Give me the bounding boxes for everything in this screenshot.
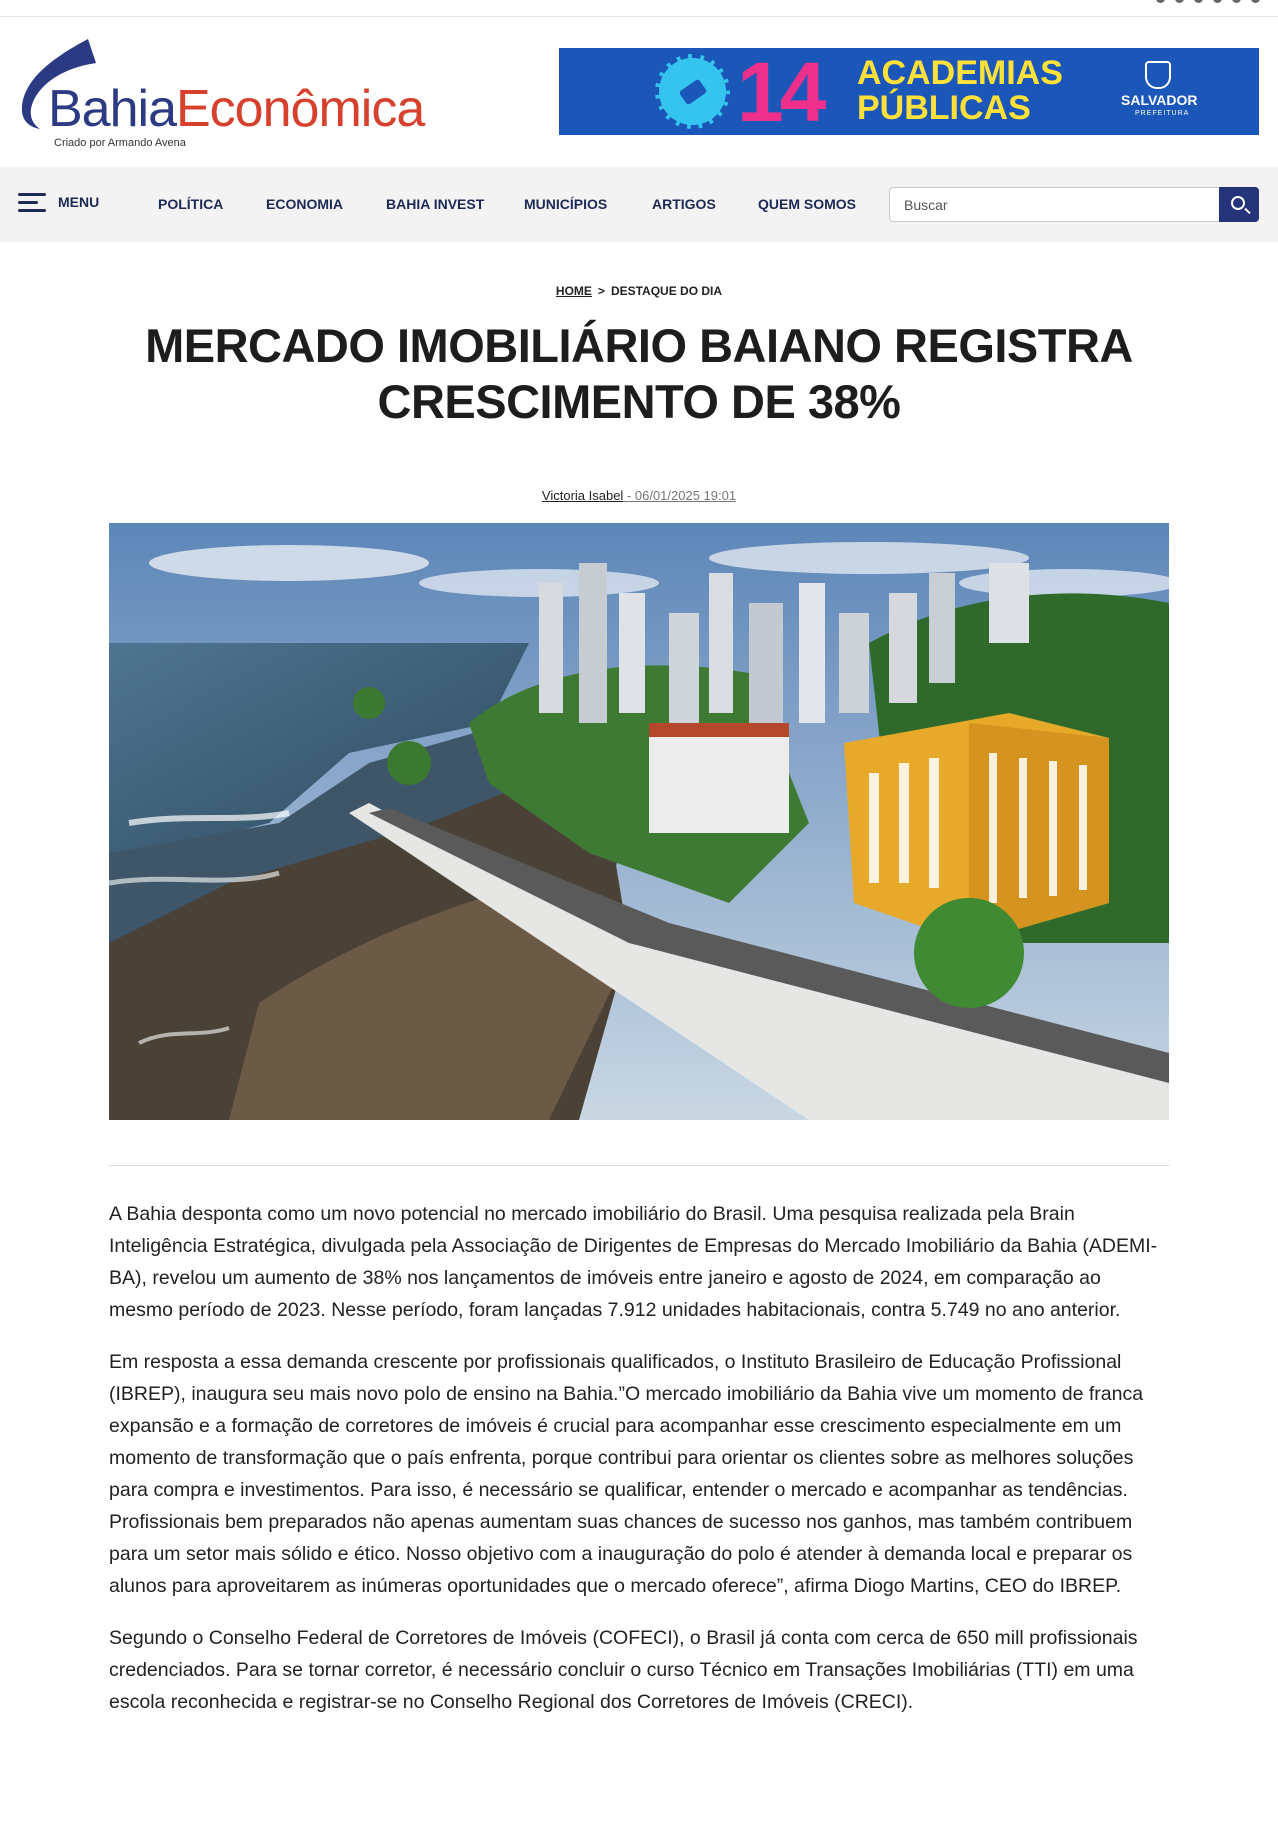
- nav-item-economia[interactable]: ECONOMIA: [266, 196, 343, 212]
- article-paragraph-2: Em resposta a essa demanda crescente por profissionais qualificados, o Instituto Brasileiro de Educação Profissional (IBREP), inaugura seu mais novo polo de ensino na Bahia.”O mercado imobiliário da Bahia vive um momento de franca expansão e a formação de corretores de imóveis é crucial para acompanhar esse crescimento especialmente em um momento de transformação que o país enfrenta, porque contribui para orientar os clientes sobre as melhores soluções para compra e investimentos. Para isso, é necessário se qualificar, entender o mercado e acompanhar as tendências. Profissionais bem preparados não apenas aumentam suas chances de sucesso nos ganhos, mas também contribuem para um setor mais sólido e ético. Nosso objetivo com a inauguração do polo é atender à demanda local e preparar os alunos para aproveitarem as inúmeras oportunidades que o mercado oferece”, afirma Diogo Martins, CEO do IBREP.: [109, 1351, 1144, 1597]
- dumbbell-icon: [655, 54, 730, 129]
- search-button[interactable]: [1219, 187, 1259, 222]
- article-paragraph-1: A Bahia desponta como um novo potencial no mercado imobiliário do Brasil. Uma pesquisa realizada pela Brain Inteligência Estratégica, divulgada pela Associação de Dirigentes de Empresas do Mercado Imobiliário da Bahia (ADEMI-BA), revelou um aumento de 38% nos lançamentos de imóveis entre janeiro e agosto de 2024, em comparação ao mesmo período de 2023. Nesse período, foram lançadas 7.912 unidades habitacionais, contra 5.749 no ano anterior.: [109, 1203, 1158, 1321]
- site-header: [0, 17, 1278, 167]
- nav-item-bahia-invest[interactable]: BAHIA INVEST: [386, 196, 485, 212]
- banner-headline: [857, 56, 1063, 126]
- banner-sub: PREFEITURA: [1135, 110, 1190, 117]
- hamburger-icon: [18, 192, 46, 212]
- nav-item-quem-somos[interactable]: QUEM SOMOS: [758, 196, 857, 212]
- article-title: MERCADO IMOBILIÁRIO BAIANO REGISTRA CRESCIMENTO DE 38%: [145, 319, 1133, 428]
- main-navigation: [0, 167, 1278, 242]
- banner-number: 14: [737, 48, 823, 135]
- menu-label: MENU: [58, 194, 100, 210]
- article-author[interactable]: Victoria Isabel: [541, 488, 624, 503]
- logo-part-economica: Econômica: [176, 80, 425, 138]
- menu-button[interactable]: [18, 192, 99, 212]
- search-input[interactable]: [889, 187, 1219, 222]
- breadcrumb: [0, 284, 1278, 298]
- social-links: [1156, 0, 1260, 3]
- banner-city: SALVADOR: [1121, 92, 1198, 108]
- nav-item-municipios[interactable]: MUNICÍPIOS: [524, 196, 608, 212]
- threads-icon[interactable]: [1213, 0, 1222, 3]
- article-paragraph-3: Segundo o Conselho Federal de Corretores de Imóveis (COFECI), o Brasil já conta com cerca de 650 mill profissionais credenciados. Para se tornar corretor, é necessário concluir o curso Técnico em Transações Imobiliárias (TTI) em uma escola reconhecida e registrar-se no Conselho Regional dos Corretores de Imóveis (CRECI).: [109, 1627, 1138, 1713]
- banner-line-1: ACADEMIAS: [857, 54, 1063, 92]
- city-crest-icon: [1145, 61, 1171, 89]
- breadcrumb-home[interactable]: HOME: [555, 284, 592, 298]
- logo-part-bahia: Bahia: [48, 80, 176, 138]
- article-byline: [0, 488, 1278, 503]
- nav-item-politica[interactable]: POLÍTICA: [158, 196, 224, 212]
- facebook-icon[interactable]: [1175, 0, 1184, 3]
- breadcrumb-separator: >: [597, 284, 605, 298]
- nav-item-artigos[interactable]: ARTIGOS: [652, 196, 716, 212]
- search-form: [889, 187, 1259, 222]
- nav-items: [158, 196, 856, 212]
- linkedin-icon[interactable]: [1232, 0, 1241, 3]
- article-date: - 06/01/2025 19:01: [623, 488, 737, 503]
- logo-tagline: Criado por Armando Avena: [54, 137, 186, 149]
- top-utility-bar: [0, 0, 1278, 17]
- whatsapp-icon[interactable]: [1251, 0, 1260, 3]
- banner-line-2: PÚBLICAS: [857, 89, 1031, 127]
- logo-wordmark: [48, 79, 424, 139]
- instagram-icon[interactable]: [1156, 0, 1165, 3]
- article-body: [109, 1198, 1169, 1738]
- article-image: [109, 523, 1169, 1120]
- site-logo[interactable]: [18, 37, 428, 147]
- tiktok-icon[interactable]: [1194, 0, 1203, 3]
- search-icon: [1231, 196, 1245, 210]
- ad-banner[interactable]: [559, 48, 1259, 135]
- content-divider: [109, 1165, 1169, 1166]
- breadcrumb-section[interactable]: DESTAQUE DO DIA: [610, 284, 723, 298]
